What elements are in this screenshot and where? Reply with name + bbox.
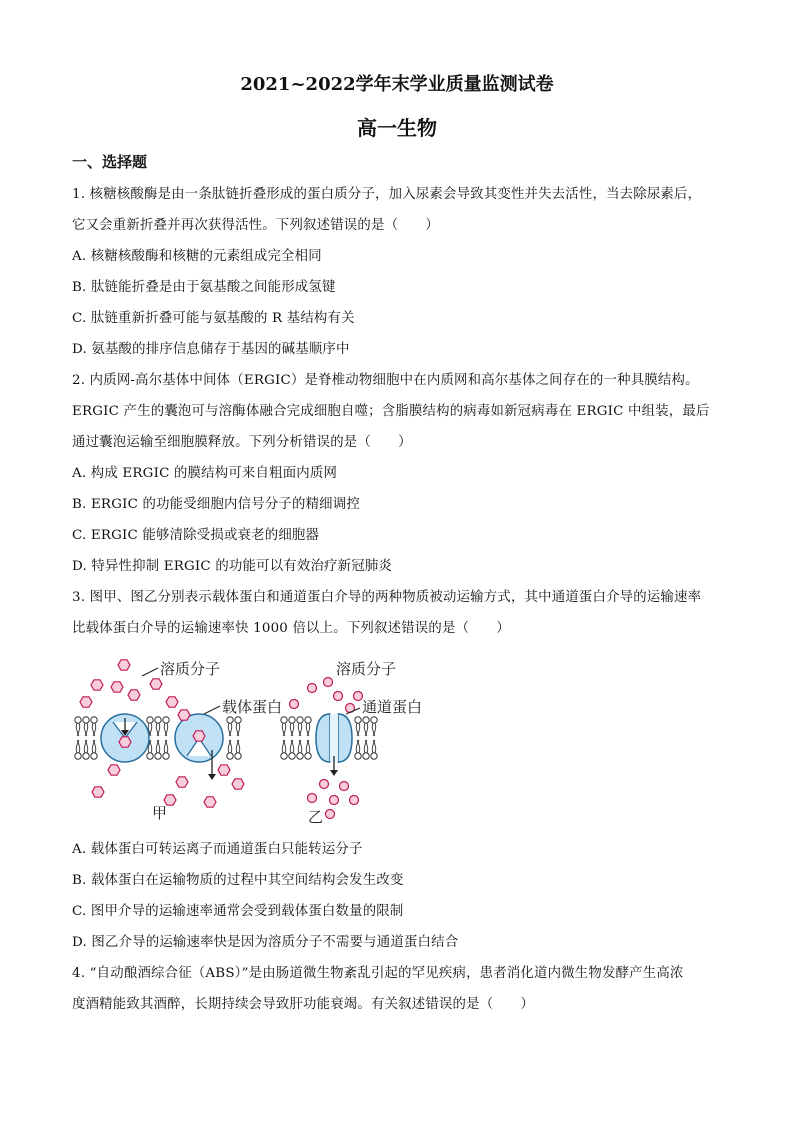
label-jia: 甲 (152, 804, 168, 822)
q1-stem-line1: 1. 核糖核酸酶是由一条肽链折叠形成的蛋白质分子，加入尿素会导致其变性并失去活性，当去除尿素后， (72, 187, 702, 202)
transport-figure (72, 652, 452, 827)
q3-option-a: A. 载体蛋白可转运离子而通道蛋白只能转运分子 (72, 842, 363, 857)
q3-option-d: D. 图乙介导的运输速率快是因为溶质分子不需要与通道蛋白结合 (72, 935, 459, 950)
q2-stem-line1: 2. 内质网-高尔基体中间体（ERGIC）是脊椎动物细胞中在内质网和高尔基体之间存在的一种具膜结构。 (72, 373, 699, 388)
q1-option-d: D. 氨基酸的排序信息储存于基因的碱基顺序中 (72, 342, 350, 357)
carrier-protein-2 (175, 714, 223, 780)
q3-stem-line2: 比载体蛋白介导的运输速率快 1000 倍以上。下列叙述错误的是（ ） (72, 621, 510, 636)
q3-option-c: C. 图甲介导的运输速率通常会受到载体蛋白数量的限制 (72, 904, 404, 919)
channel-protein (316, 714, 352, 776)
q1-stem-line2: 它又会重新折叠并再次获得活性。下列叙述错误的是（ ） (72, 218, 439, 233)
label-solute-left: 溶质分子 (160, 660, 221, 678)
carrier-protein-1 (101, 714, 149, 762)
q2-stem-line2: ERGIC 产生的囊泡可与溶酶体融合完成细胞自噬；含脂膜结构的病毒如新冠病毒在 ERGIC 中组装，最后 (72, 404, 710, 419)
q1-option-c: C. 肽链重新折叠可能与氨基酸的 R 基结构有关 (72, 311, 355, 326)
label-carrier: 载体蛋白 (222, 698, 283, 716)
q4-stem-line2: 度酒精能致其酒醉，长期持续会导致肝功能衰竭。有关叙述错误的是（ ） (72, 997, 535, 1012)
exam-title: 2021~2022学年末学业质量监测试卷 (240, 74, 554, 95)
q4-stem-line1: 4. “自动酿酒综合征（ABS）”是由肠道微生物紊乱引起的罕见疾病，患者消化道内微生物发酵产生高浓 (72, 966, 684, 981)
label-channel: 通道蛋白 (362, 698, 423, 716)
q2-option-a: A. 构成 ERGIC 的膜结构可来自粗面内质网 (72, 466, 338, 481)
q3-stem-line1: 3. 图甲、图乙分别表示载体蛋白和通道蛋白介导的两种物质被动运输方式，其中通道蛋白介导的运输速率 (72, 590, 702, 605)
q1-option-a: A. 核糖核酸酶和核糖的元素组成完全相同 (72, 249, 322, 264)
section-heading: 一、选择题 (72, 153, 148, 171)
q2-option-b: B. ERGIC 的功能受细胞内信号分子的精细调控 (72, 497, 360, 512)
q1-option-b: B. 肽链能折叠是由于氨基酸之间能形成氢键 (72, 280, 336, 295)
q3-option-b: B. 载体蛋白在运输物质的过程中其空间结构会发生改变 (72, 873, 404, 888)
label-yi: 乙 (308, 808, 324, 826)
label-solute-right: 溶质分子 (336, 660, 397, 678)
q2-option-d: D. 特异性抑制 ERGIC 的功能可以有效治疗新冠肺炎 (72, 559, 393, 574)
q2-option-c: C. ERGIC 能够清除受损或衰老的细胞器 (72, 528, 320, 543)
q2-stem-line3: 通过囊泡运输至细胞膜释放。下列分析错误的是（ ） (72, 435, 412, 450)
exam-subtitle: 高一生物 (357, 116, 437, 140)
